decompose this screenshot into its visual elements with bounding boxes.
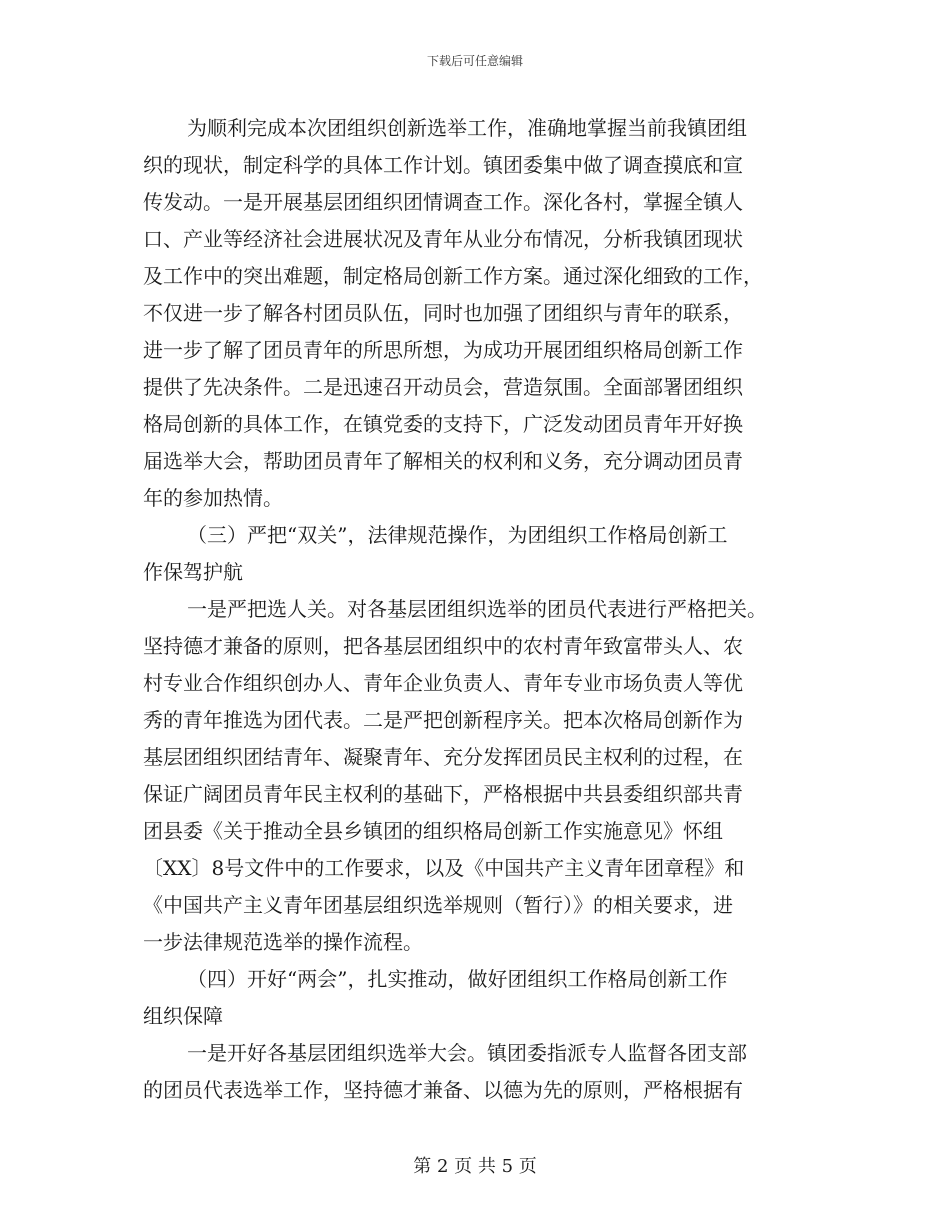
paragraph-line: 织的现状，制定科学的具体工作计划。镇团委集中做了调查摸底和宣 bbox=[143, 153, 743, 177]
paragraph-line: 保证广阔团员青年民主权利的基础下，严格根据中共县委组织部共青 bbox=[143, 782, 743, 806]
page-header: 下载后可任意编辑 bbox=[426, 54, 523, 68]
paragraph-line: 不仅进一步了解各村团员队伍，同时也加强了团组织与青年的联系， bbox=[143, 301, 743, 325]
paragraph-line: 的团员代表选举工作，坚持德才兼备、以德为先的原则，严格根据有 bbox=[143, 1078, 743, 1102]
page-number-footer: 第 2 页 共 5 页 bbox=[413, 1156, 537, 1177]
paragraph-line: 一步法律规范选举的操作流程。 bbox=[143, 930, 423, 954]
paragraph-line: 为顺利完成本次团组织创新选举工作，准确地掌握当前我镇团组 bbox=[187, 116, 747, 140]
paragraph-line: 《中国共产主义青年团基层组织选举规则（暂行）》的相关要求，进 bbox=[143, 893, 733, 917]
paragraph-line: 口、产业等经济社会进展状况及青年从业分布情况，分析我镇团现状 bbox=[143, 227, 743, 251]
paragraph-line: 年的参加热情。 bbox=[143, 486, 283, 510]
paragraph-line: 进一步了解了团员青年的所思所想，为成功开展团组织格局创新工作 bbox=[143, 338, 743, 362]
paragraph-line: 一是严把选人关。对各基层团组织选举的团员代表进行严格把关。 bbox=[187, 597, 767, 621]
paragraph-line: 传发动。一是开展基层团组织团情调查工作。深化各村，掌握全镇人 bbox=[143, 190, 743, 214]
paragraph-line: 提供了先决条件。二是迅速召开动员会，营造氛围。全面部署团组织 bbox=[143, 375, 743, 399]
paragraph-line: 基层团组织团结青年、凝聚青年、充分发挥团员民主权利的过程，在 bbox=[143, 745, 743, 769]
paragraph-line: 格局创新的具体工作，在镇党委的支持下，广泛发动团员青年开好换 bbox=[143, 412, 743, 436]
document-body bbox=[143, 110, 813, 1109]
section-heading-line: （三）严把“双关”，法律规范操作，为团组织工作格局创新工 bbox=[187, 523, 728, 547]
paragraph-line: 坚持德才兼备的原则，把各基层团组织中的农村青年致富带头人、农 bbox=[143, 634, 743, 658]
paragraph-line: 一是开好各基层团组织选举大会。镇团委指派专人监督各团支部 bbox=[187, 1041, 747, 1065]
paragraph-line: 及工作中的突出难题，制定格局创新工作方案。通过深化细致的工作， bbox=[143, 264, 763, 288]
paragraph-line: 届选举大会，帮助团员青年了解相关的权利和义务，充分调动团员青 bbox=[143, 449, 743, 473]
section-heading-line: （四）开好“两会”，扎实推动，做好团组织工作格局创新工作 bbox=[187, 967, 728, 991]
paragraph-line: 秀的青年推选为团代表。二是严把创新程序关。把本次格局创新作为 bbox=[143, 708, 743, 732]
section-heading-line: 组织保障 bbox=[143, 1004, 223, 1028]
paragraph-line: 村专业合作组织创办人、青年企业负责人、青年专业市场负责人等优 bbox=[143, 671, 743, 695]
paragraph-line: 团县委《关于推动全县乡镇团的组织格局创新工作实施意见》怀组 bbox=[143, 819, 723, 843]
paragraph-line: 〔XX〕8号文件中的工作要求，以及《中国共产主义青年团章程》和 bbox=[143, 856, 745, 880]
section-heading-line: 作保驾护航 bbox=[143, 560, 243, 584]
